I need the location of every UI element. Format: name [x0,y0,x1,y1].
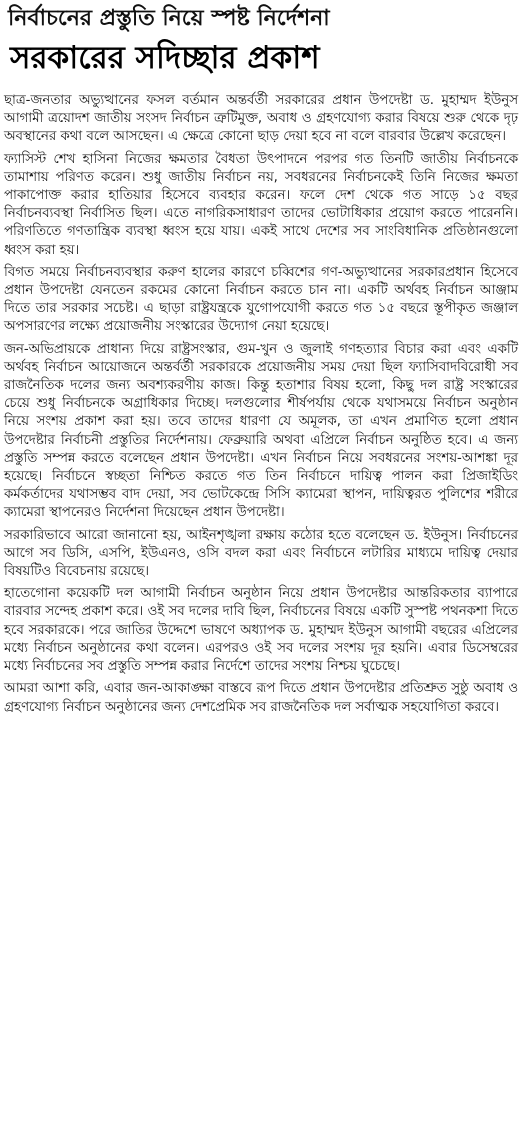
article-paragraph: বিগত সময়ে নির্বাচনব্যবস্থার করুণ হালের কারণে চব্বিশের গণ-অভ্যুত্থানের সরকারপ্রধান হিসেবে প্রধান উপদেষ্টা যেনতেন রকমের কোনো নির্বাচন করতে চান না। একটি অর্থবহ নির্বাচন আঞ্জাম দিতে তার সরকার সচেষ্ট। এ ছাড়া রাষ্ট্রযন্ত্রকে যুগোপযোগী করতে গত ১৫ বছরে স্তূপীকৃত জঞ্জাল অপসারণের লক্ষ্যে প্রয়োজনীয় সংস্কারের উদ্যোগ নেয়া হয়েছে। [4,264,518,335]
article-headline: সরকারের সদিচ্ছার প্রকাশ [10,40,320,76]
article-body [4,92,518,717]
article-paragraph: আমরা আশা করি, এবার জন-আকাঙ্ক্ষা বাস্তবে রূপ দিতে প্রধান উপদেষ্টার প্রতিশ্রুত সুষ্ঠু অবাধ ও গ্রহণযোগ্য নির্বাচন অনুষ্ঠানের জন্য দেশপ্রেমিক সব রাজনৈতিক দল সর্বাত্মক সহযোগিতা করবে। [4,681,518,715]
article-paragraph: হাতেগোনা কয়েকটি দল আগামী নির্বাচন অনুষ্ঠান নিয়ে প্রধান উপদেষ্টার আন্তরিকতার ব্যাপারে বারবার সন্দেহ প্রকাশ করে। ওই সব দলের দাবি ছিল, নির্বাচনের বিষয়ে একটি সুস্পষ্ট পথনকশা দিতে হবে সরকারকে। পরে জাতির উদ্দেশে ভাষণে অধ্যাপক ড. মুহাম্মদ ইউনুস আগামী বছরের এপ্রিলের মধ্যে নির্বাচন অনুষ্ঠানের কথা বলেন। এরপরও ওই সব দলের সংশয় দূর হয়নি। এবার ডিসেম্বরের মধ্যে নির্বাচনের সব প্রস্তুতি সম্পন্ন করার নির্দেশে তাদের সংশয় নিশ্চয় ঘুচেছে। [4,586,518,675]
article-paragraph: ছাত্র-জনতার অভ্যুত্থানের ফসল বর্তমান অন্তর্বর্তী সরকারের প্রধান উপদেষ্টা ড. মুহাম্মদ ইউনুস আগামী ত্রয়োদশ জাতীয় সংসদ নির্বাচন ত্রুটিমুক্ত, অবাধ ও গ্রহণযোগ্য করার বিষয়ে শুরু থেকে দৃঢ় অবস্থানের কথা বলে আসছেন। এ ক্ষেত্রে কোনো ছাড় দেয়া হবে না বলে বারবার উল্লেখ করেছেন। [4,93,518,145]
article-paragraph: জন-অভিপ্রায়কে প্রাধান্য দিয়ে রাষ্ট্রসংস্কার, গুম-খুন ও জুলাই গণহত্যার বিচার করা এবং একটি অর্থবহ নির্বাচন আয়োজনে অন্তর্বর্তী সরকারকে প্রয়োজনীয় সময় দেয়া ছিল ফ্যাসিবাদবিরোধী সব রাজনৈতিক দলের জন্য অবশ্যকরণীয় কাজ। কিন্তু হতাশার বিষয় হলো, কিছু দল রাষ্ট্র সংস্কারের চেয়ে শুধু নির্বাচনকে অগ্রাধিকার দিচ্ছে। দলগুলোর শীর্ষপর্যায় থেকে যথাসময়ে নির্বাচন অনুষ্ঠান নিয়ে সংশয় প্রকাশ করা হয়। তবে তাদের ধারণা যে অমূলক, তা এখন প্রমাণিত হলো প্রধান উপদেষ্টার নির্বাচনী প্রস্তুতির নির্দেশনায়। ফেব্রুয়ারি অথবা এপ্রিলে নির্বাচন অনুষ্ঠিত হবে। এ জন্য প্রস্তুতি সম্পন্ন করতে বলেছেন প্রধান উপদেষ্টা। এখন নির্বাচন নিয়ে সবধরনের সংশয়-আশঙ্কা দূর হয়েছে। নির্বাচনে স্বচ্ছতা নিশ্চিত করতে গত তিন নির্বাচনে দায়িত্ব পালন করা প্রিজাইডিং কর্মকর্তাদের যথাসম্ভব বাদ দেয়া, সব ভোটকেন্দ্রে সিসি ক্যামেরা স্থাপন, দায়িত্বরত পুলিশের শরীরে ক্যামেরা স্থাপনেরও নির্দেশনা দিয়েছেন প্রধান উপদেষ্টা। [4,341,518,521]
article-paragraph: ফ্যাসিস্ট শেখ হাসিনা নিজের ক্ষমতার বৈধতা উৎপাদনে পরপর গত তিনটি জাতীয় নির্বাচনকে তামাশায় পরিণত করেন। শুধু জাতীয় নির্বাচন নয়, সবধরনের নির্বাচনকেই তিনি নিজের ক্ষমতা পাকাপোক্ত করার হাতিয়ার হিসেবে ব্যবহার করেন। ফলে দেশ থেকে গত সাড়ে ১৫ বছর নির্বাচনব্যবস্থা নির্বাসিত ছিল। এতে নাগরিকসাধারণ তাদের ভোটাধিকার প্রয়োগ করতে পারেননি। পরিণতিতে গণতান্ত্রিক ব্যবস্থা ধ্বংস হয়ে যায়। একই সাথে দেশের সব সাংবিধানিক প্রতিষ্ঠানগুলো ধ্বংস করা হয়। [4,151,518,258]
article-kicker: নির্বাচনের প্রস্তুতি নিয়ে স্পষ্ট নির্দেশনা [8,6,330,31]
article-paragraph: সরকারিভাবে আরো জানানো হয়, আইনশৃঙ্খলা রক্ষায় কঠোর হতে বলেছেন ড. ইউনুস। নির্বাচনের আগে সব ডিসি, এসপি, ইউএনও, ওসি বদল করা এবং নির্বাচনে লটারির মাধ্যমে দায়িত্ব দেয়ার বিষয়টিও বিবেচনায় রয়েছে। [4,527,518,580]
